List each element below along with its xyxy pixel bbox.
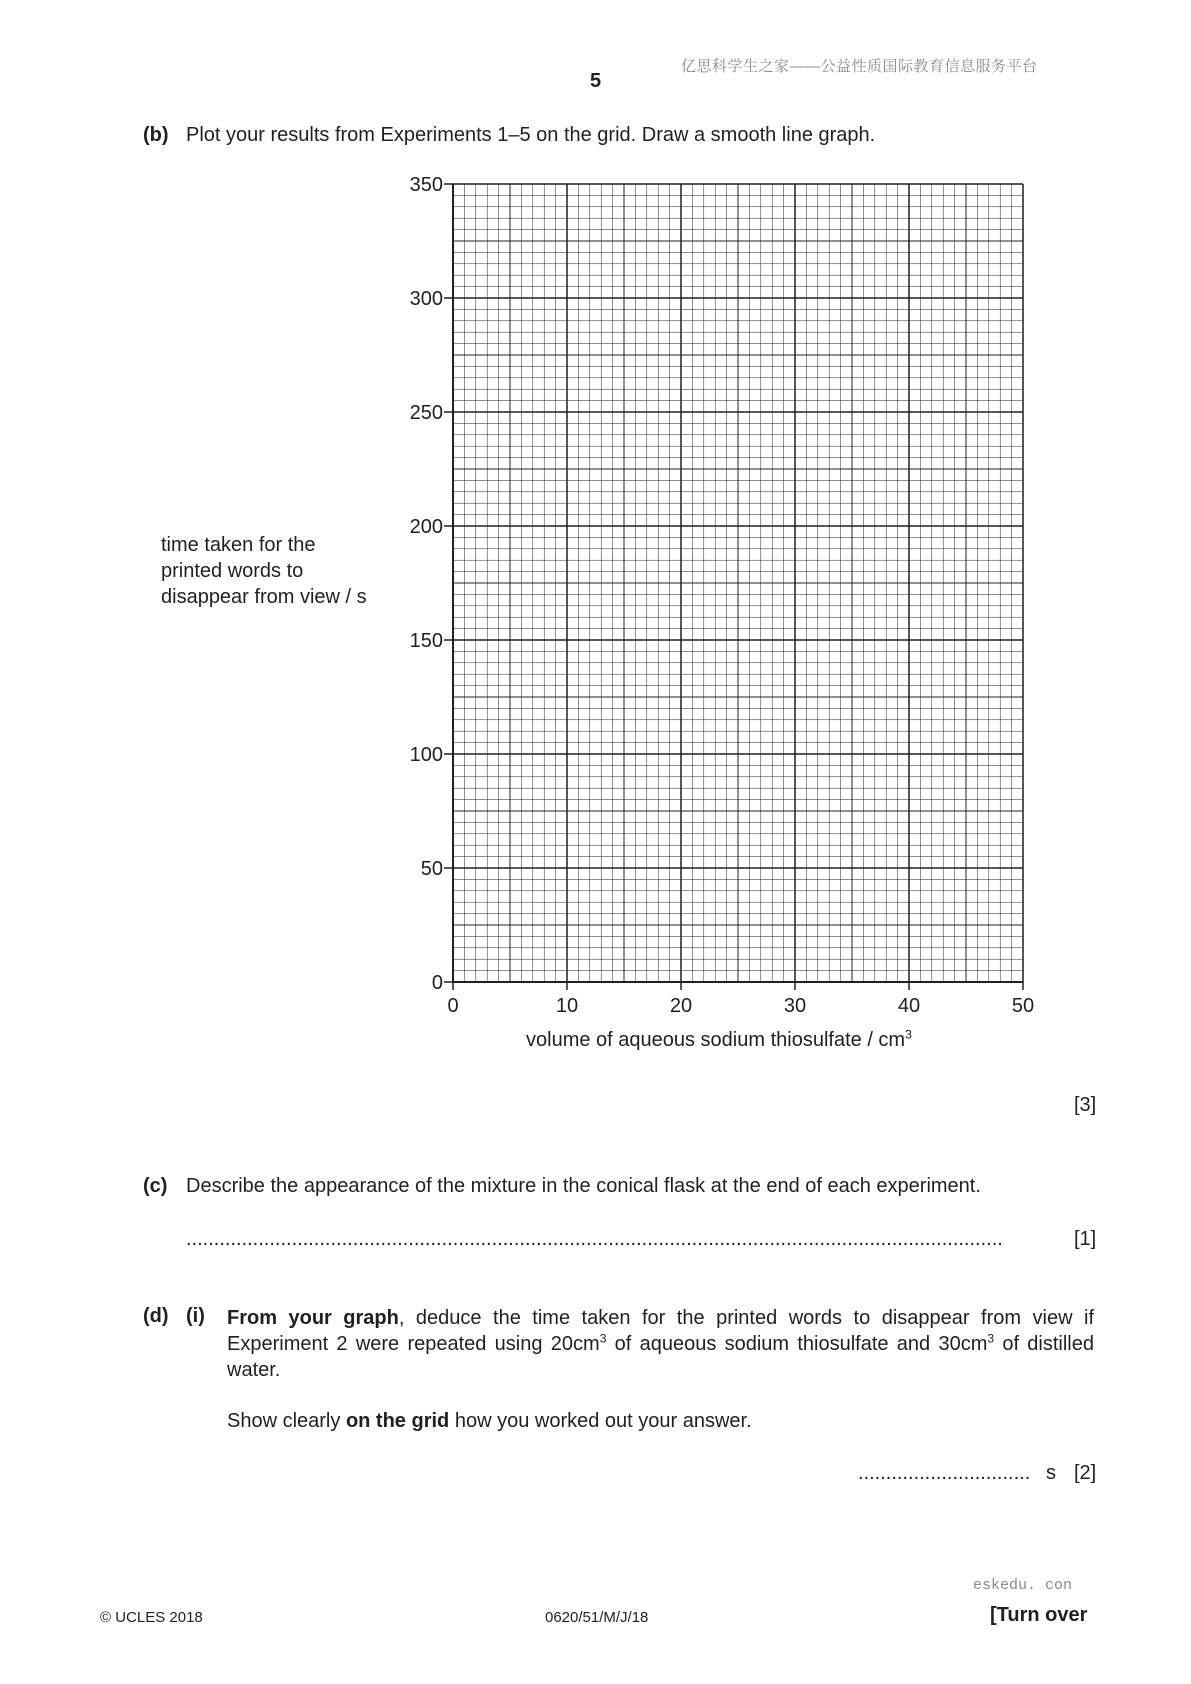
part-b-label: (b) — [143, 124, 169, 146]
part-c-question: Describe the appearance of the mixture in the conical flask at the end of each experiment. — [186, 1175, 981, 1197]
part-d-label: (d) — [143, 1305, 169, 1327]
part-c-label: (c) — [143, 1175, 168, 1197]
on-the-grid-bold: on the grid — [345, 1410, 450, 1432]
part-d-text-3: of distilled water. — [227, 1333, 1094, 1381]
part-d-answer-unit: s — [1046, 1462, 1056, 1484]
x-tick-label: 20 — [669, 995, 693, 1017]
y-tick-label: 150 — [409, 630, 443, 652]
copyright: © UCLES 2018 — [100, 1609, 203, 1626]
x-tick-label: 50 — [1011, 995, 1035, 1017]
y-tick-label: 200 — [409, 516, 443, 538]
x-axis-label — [526, 1029, 912, 1052]
x-axis-label-sup: 3 — [905, 1027, 912, 1042]
y-tick-label: 100 — [409, 744, 443, 766]
y-axis-label-line-1: time taken for the — [161, 534, 316, 556]
site-watermark: eskedu. con — [973, 1577, 1073, 1594]
y-axis-label-line-3: disappear from view / s — [161, 586, 367, 608]
unit-cm-1: cm — [573, 1333, 600, 1355]
minor-gridlines — [453, 184, 1023, 982]
y-tick-label: 300 — [409, 288, 443, 310]
unit-sup-1: 3 — [599, 1331, 607, 1346]
x-tick-label: 40 — [897, 995, 921, 1017]
y-tick-label: 350 — [409, 174, 443, 196]
x-tick-label: 0 — [447, 995, 459, 1017]
paper-code: 0620/51/M/J/18 — [545, 1609, 649, 1626]
part-c-marks: [1] — [1074, 1228, 1097, 1250]
y-tick-label: 0 — [431, 972, 443, 994]
part-b-marks: [3] — [1074, 1094, 1097, 1116]
show-suffix: how you worked out your answer. — [449, 1410, 752, 1432]
x-tick-label: 30 — [783, 995, 807, 1017]
from-your-graph-bold: From your graph — [227, 1307, 399, 1329]
part-b-instruction: Plot your results from Experiments 1–5 on the grid. Draw a smooth line graph. — [186, 124, 876, 146]
page-number: 5 — [589, 70, 602, 92]
part-d-i-question — [227, 1305, 1094, 1383]
part-d-text-1: , deduce the time taken for the printed words to disappear from view if Experiment 2 were repeated using 20 — [227, 1307, 1094, 1355]
unit-sup-2: 3 — [987, 1331, 995, 1346]
x-axis-label-text: volume of aqueous sodium thiosulfate / cm — [526, 1029, 906, 1051]
unit-cm-2: cm — [960, 1333, 988, 1355]
y-tick-label: 250 — [409, 402, 443, 424]
ticks — [444, 184, 1023, 990]
x-tick-label: 10 — [555, 995, 579, 1017]
part-d-i-label: (i) — [186, 1305, 205, 1327]
part-c-answer-line[interactable]: ................................................................................................................................................... — [186, 1228, 1003, 1250]
y-tick-label: 50 — [420, 858, 443, 880]
part-d-show-working — [227, 1410, 752, 1433]
part-d-marks: [2] — [1074, 1462, 1097, 1484]
part-d-text-2: of aqueous sodium thiosulfate and 30 — [606, 1333, 961, 1355]
watermark-header: 亿思科学生之家——公益性质国际教育信息服务平台 — [681, 58, 1038, 75]
show-prefix: Show clearly — [227, 1410, 346, 1432]
y-axis-label-line-2: printed words to — [161, 560, 304, 582]
turn-over: [Turn over — [990, 1604, 1088, 1626]
part-d-answer-line[interactable]: ............................... — [858, 1462, 1031, 1484]
